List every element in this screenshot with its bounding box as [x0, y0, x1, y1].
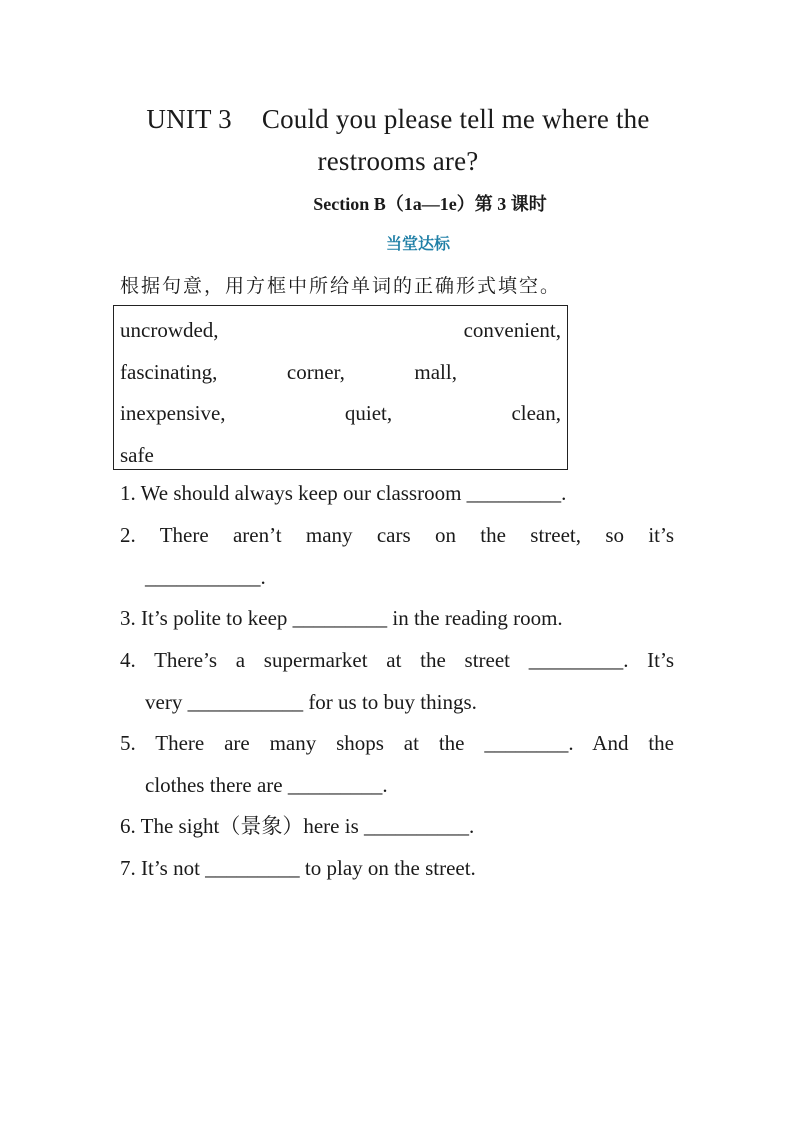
instruction-text: 根据句意，用方框中所给单词的正确形式填空。	[120, 276, 562, 297]
question-6: 6. The sight（景象）here is __________.	[120, 814, 475, 838]
word-clean: clean,	[511, 401, 561, 426]
question-2-line-1: 2. There aren’t many cars on the street, so it’s	[120, 523, 674, 547]
question-5-line-2: clothes there are _________.	[145, 772, 388, 797]
word-inexpensive: inexpensive,	[120, 401, 226, 426]
word-safe: safe	[120, 442, 154, 467]
word-box-row	[120, 352, 561, 394]
word-uncrowded: uncrowded,	[120, 318, 219, 343]
title-line-2: restrooms are?	[317, 146, 479, 176]
question-4-line-1: 4. There’s a supermarket at the street _________. It’s	[120, 648, 674, 672]
question-2-line-2: ___________.	[145, 564, 266, 589]
title-line-1: Could you please tell me where the	[261, 104, 650, 134]
word-mall: mall,	[414, 359, 457, 384]
word-box	[113, 305, 568, 470]
question-4	[120, 640, 674, 723]
unit-number: UNIT 3	[146, 104, 232, 134]
question-4-line-2: very ___________ for us to buy things.	[145, 689, 477, 714]
section-label: 当堂达标	[385, 234, 450, 253]
word-box-row	[120, 393, 561, 435]
word-box-row	[120, 310, 561, 352]
question-7: 7. It’s not _________ to play on the street.	[120, 856, 476, 880]
question-1: 1. We should always keep our classroom _________.	[120, 481, 567, 505]
question-2	[120, 515, 674, 598]
word-convenient: convenient,	[463, 318, 561, 343]
page-title	[120, 98, 676, 182]
question-5-line-1: 5. There are many shops at the ________. And the	[120, 731, 674, 755]
word-fascinating: fascinating,	[120, 359, 218, 384]
word-corner: corner,	[286, 359, 345, 384]
word-box-row	[120, 435, 561, 477]
section-subtitle: Section B（1a—1e）第 3 课时	[313, 194, 547, 214]
question-3: 3. It’s polite to keep _________ in the reading room.	[120, 606, 563, 630]
question-5	[120, 723, 674, 806]
word-quiet: quiet,	[344, 401, 393, 426]
